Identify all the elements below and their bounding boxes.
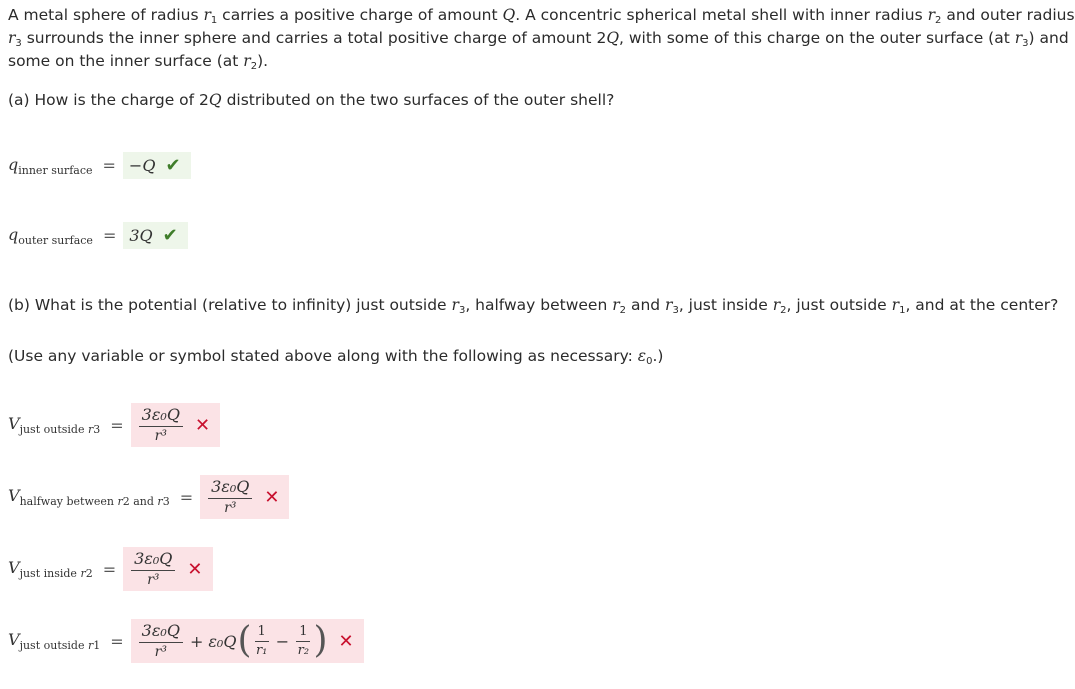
problem-intro-line-3: some on the inner surface (at $r_2$). xyxy=(8,52,269,72)
correct-check-icon: ✔ xyxy=(162,225,178,246)
answer-row-v-outside-r1: $V_{just outside r1}$ = $\frac{\text{3ε₀Q}}{\text{r³}}$ + ε₀Q ( $\frac{1}{\text{r₁}}$ − $\frac{1}{\text{r₂}}$ ) ✕ xyxy=(8,619,364,663)
incorrect-x-icon: ✕ xyxy=(338,630,354,652)
answer-v-inside-r2[interactable]: $\frac{\text{3ε₀Q}}{\text{r³}}$ ✕ xyxy=(123,547,212,591)
answer-q-inner[interactable]: −Q ✔ xyxy=(123,152,191,179)
answer-row-v-halfway: $V_{halfway between r2 and r3}$ = $\frac{\text{3ε₀Q}}{\text{r³}}$ ✕ xyxy=(8,475,289,519)
answer-row-q-inner: $q_{inner surface}$ = −Q ✔ xyxy=(8,152,191,179)
part-b-question: (b) What is the potential (relative to infinity) just outside $r_3$, halfway between $r_2$ and $r_3$, just inside $r_2$, just outside $r_1$, and at the center? xyxy=(8,296,1059,316)
answer-q-outer[interactable]: 3Q ✔ xyxy=(123,222,187,249)
label-q-inner: $q_{inner surface}$ xyxy=(8,154,93,177)
label-v-halfway: $V_{halfway between r2 and r3}$ xyxy=(8,486,170,508)
answer-row-q-outer: $q_{outer surface}$ = 3Q ✔ xyxy=(8,222,188,249)
correct-check-icon: ✔ xyxy=(165,155,181,176)
answer-v-halfway[interactable]: $\frac{\text{3ε₀Q}}{\text{r³}}$ ✕ xyxy=(200,475,289,519)
label-v-outside-r3: $V_{just outside r3}$ xyxy=(8,414,101,436)
label-v-outside-r1: $V_{just outside r1}$ xyxy=(8,630,101,652)
part-a-question: (a) How is the charge of 2Q distributed on the two surfaces of the outer shell? xyxy=(8,91,615,109)
problem-intro-line-2: $r_3$ surrounds the inner sphere and carries a total positive charge of amount 2Q, with some of this charge on the outer surface (at $r_3$) and xyxy=(8,29,1069,49)
incorrect-x-icon: ✕ xyxy=(194,414,211,436)
answer-v-outside-r3[interactable]: $\frac{\text{3ε₀Q}}{\text{r³}}$ ✕ xyxy=(131,403,220,447)
label-v-inside-r2: $V_{just inside r2}$ xyxy=(8,558,93,580)
incorrect-x-icon: ✕ xyxy=(187,558,203,580)
part-b-note: (Use any variable or symbol stated above along with the following as necessary: $\varepsilon_0$.) xyxy=(8,347,664,367)
problem-intro-line-1: A metal sphere of radius $r_1$ carries a positive charge of amount Q. A concentric spherical metal shell with inner radius $r_2$ and outer radius xyxy=(8,6,1075,26)
answer-v-outside-r1[interactable]: $\frac{\text{3ε₀Q}}{\text{r³}}$ + ε₀Q ( $\frac{1}{\text{r₁}}$ − $\frac{1}{\text{r₂}}$ ) ✕ xyxy=(131,619,364,663)
answer-row-v-outside-r3: $V_{just outside r3}$ = $\frac{\text{3ε₀Q}}{\text{r³}}$ ✕ xyxy=(8,403,220,447)
incorrect-x-icon: ✕ xyxy=(264,486,280,508)
answer-row-v-inside-r2: $V_{just inside r2}$ = $\frac{\text{3ε₀Q}}{\text{r³}}$ ✕ xyxy=(8,547,213,591)
label-q-outer: $q_{outer surface}$ xyxy=(8,224,93,247)
